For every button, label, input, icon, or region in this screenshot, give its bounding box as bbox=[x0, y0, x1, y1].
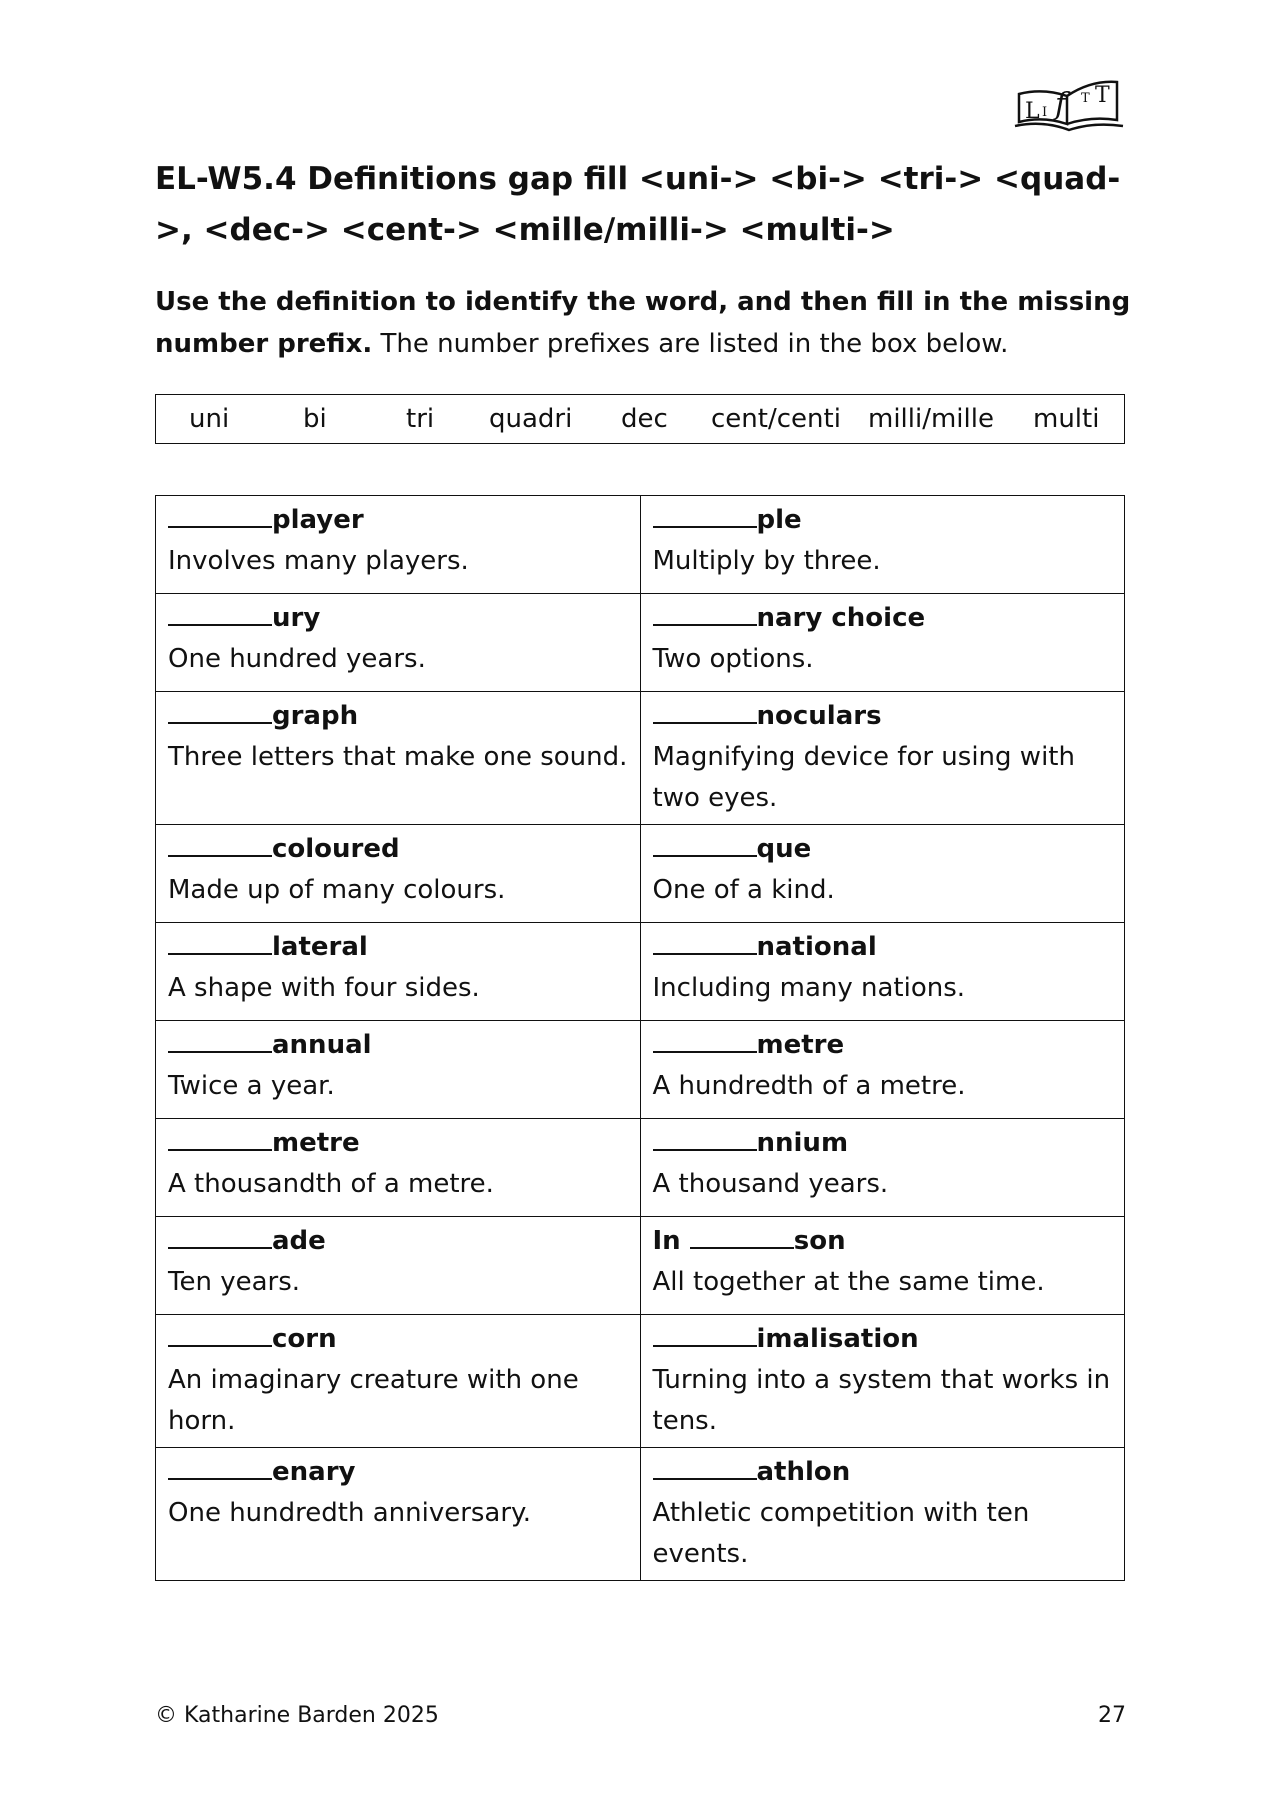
answer-blank[interactable] bbox=[653, 1123, 757, 1151]
gap-word bbox=[168, 1030, 372, 1060]
instructions-bold: Use the definition to identify the word, and then fill in the missing number prefix. bbox=[155, 287, 1131, 359]
word-stem: nary choice bbox=[756, 603, 926, 633]
definition: Including many nations. bbox=[652, 973, 966, 1003]
table-row bbox=[156, 825, 1125, 923]
answer-blank[interactable] bbox=[168, 598, 272, 626]
word-cell bbox=[640, 692, 1125, 825]
definition: A shape with four sides. bbox=[168, 973, 480, 1003]
table-row bbox=[156, 923, 1125, 1021]
prefix-item: quadri bbox=[489, 404, 573, 434]
definition: An imaginary creature with one horn. bbox=[168, 1365, 579, 1436]
answer-blank[interactable] bbox=[690, 1221, 794, 1249]
definition: A hundredth of a metre. bbox=[652, 1071, 966, 1101]
word-stem: que bbox=[756, 834, 812, 864]
word-cell bbox=[156, 923, 641, 1021]
gap-word bbox=[168, 603, 320, 633]
table-row bbox=[156, 1315, 1125, 1448]
word-stem: enary bbox=[272, 1457, 356, 1487]
word-cell bbox=[156, 1315, 641, 1448]
gap-fill-table bbox=[155, 495, 1125, 1581]
word-stem: imalisation bbox=[756, 1324, 919, 1354]
word-stem: athlon bbox=[756, 1457, 851, 1487]
word-stem: metre bbox=[272, 1128, 360, 1158]
word-stem: player bbox=[272, 505, 364, 535]
word-cell bbox=[640, 825, 1125, 923]
instructions bbox=[155, 281, 1145, 365]
word-cell bbox=[640, 496, 1125, 594]
word-cell bbox=[156, 1217, 641, 1315]
table-row bbox=[156, 1021, 1125, 1119]
word-stem: metre bbox=[756, 1030, 845, 1060]
gap-word bbox=[168, 1226, 326, 1256]
answer-blank[interactable] bbox=[653, 598, 757, 626]
answer-blank[interactable] bbox=[168, 500, 272, 528]
word-cell bbox=[156, 1448, 641, 1581]
gap-word bbox=[653, 1324, 919, 1354]
answer-blank[interactable] bbox=[653, 927, 757, 955]
gap-word bbox=[168, 505, 364, 535]
gap-word bbox=[168, 932, 368, 962]
table-row bbox=[156, 692, 1125, 825]
word-cell bbox=[156, 496, 641, 594]
answer-blank[interactable] bbox=[168, 829, 272, 857]
prefix-item: milli/mille bbox=[868, 404, 994, 434]
word-stem: ade bbox=[272, 1226, 326, 1256]
gap-word bbox=[653, 1457, 851, 1487]
svg-text:I: I bbox=[1042, 105, 1048, 120]
gap-word bbox=[653, 834, 812, 864]
word-cell bbox=[156, 594, 641, 692]
gap-word bbox=[653, 1030, 845, 1060]
word-cell bbox=[156, 1021, 641, 1119]
word-cell bbox=[156, 825, 641, 923]
gap-word bbox=[168, 701, 358, 731]
table-row bbox=[156, 1448, 1125, 1581]
prefix-item: dec bbox=[621, 404, 668, 434]
gap-word bbox=[653, 932, 877, 962]
word-prefix-text: In bbox=[652, 1226, 690, 1256]
word-cell bbox=[640, 594, 1125, 692]
definition: Three letters that make one sound. bbox=[168, 742, 628, 772]
definition: Ten years. bbox=[168, 1267, 301, 1297]
word-stem: ple bbox=[756, 505, 802, 535]
definition: Twice a year. bbox=[168, 1071, 335, 1101]
answer-blank[interactable] bbox=[168, 1025, 272, 1053]
prefix-item: tri bbox=[406, 404, 435, 434]
gap-word bbox=[653, 1226, 846, 1256]
answer-blank[interactable] bbox=[168, 696, 272, 724]
prefix-box bbox=[155, 394, 1125, 444]
table-row bbox=[156, 496, 1125, 594]
answer-blank[interactable] bbox=[653, 829, 757, 857]
word-stem: nnium bbox=[756, 1128, 849, 1158]
definition: Involves many players. bbox=[168, 546, 469, 576]
definition: Turning into a system that works in tens. bbox=[652, 1365, 1111, 1436]
definition: A thousand years. bbox=[652, 1169, 889, 1199]
svg-text:T: T bbox=[1095, 83, 1110, 108]
prefix-item: cent/centi bbox=[711, 404, 841, 434]
word-stem: annual bbox=[272, 1030, 372, 1060]
answer-blank[interactable] bbox=[653, 500, 757, 528]
liftt-logo bbox=[1013, 76, 1125, 138]
definition: Multiply by three. bbox=[652, 546, 881, 576]
word-cell bbox=[640, 923, 1125, 1021]
answer-blank[interactable] bbox=[168, 1221, 272, 1249]
word-stem: graph bbox=[272, 701, 359, 731]
svg-text:f: f bbox=[1055, 87, 1067, 122]
gap-word bbox=[653, 505, 802, 535]
answer-blank[interactable] bbox=[168, 1319, 272, 1347]
word-cell bbox=[640, 1315, 1125, 1448]
answer-blank[interactable] bbox=[653, 1319, 757, 1347]
definition: Two options. bbox=[652, 644, 814, 674]
word-stem: son bbox=[793, 1226, 846, 1256]
definition: Magnifying device for using with two eyes. bbox=[652, 742, 1075, 813]
gap-word bbox=[653, 1128, 849, 1158]
gap-word bbox=[168, 1128, 360, 1158]
word-stem: national bbox=[756, 932, 877, 962]
definition: Athletic competition with ten events. bbox=[652, 1498, 1030, 1569]
table-row bbox=[156, 594, 1125, 692]
prefix-item: bi bbox=[303, 404, 327, 434]
gap-word bbox=[168, 1324, 337, 1354]
definition: One hundredth anniversary. bbox=[168, 1498, 531, 1528]
word-cell bbox=[156, 1119, 641, 1217]
definition: Made up of many colours. bbox=[168, 875, 506, 905]
definition: A thousandth of a metre. bbox=[168, 1169, 494, 1199]
word-stem: corn bbox=[272, 1324, 337, 1354]
word-cell bbox=[640, 1217, 1125, 1315]
page-number: 27 bbox=[1098, 1703, 1126, 1728]
word-stem: lateral bbox=[272, 932, 368, 962]
word-stem: noculars bbox=[756, 701, 882, 731]
definition: One of a kind. bbox=[652, 875, 835, 905]
gap-word bbox=[168, 834, 400, 864]
gap-word bbox=[653, 701, 882, 731]
gap-word bbox=[653, 603, 926, 633]
word-cell bbox=[640, 1119, 1125, 1217]
word-cell bbox=[640, 1021, 1125, 1119]
page-title: EL-W5.4 Definitions gap fill <uni-> <bi-> <tri-> <quad->, <dec-> <cent-> <mille/milli-> <multi-> bbox=[155, 161, 1121, 248]
definition: One hundred years. bbox=[168, 644, 426, 674]
table-row bbox=[156, 1217, 1125, 1315]
gap-word bbox=[168, 1457, 355, 1487]
answer-blank[interactable] bbox=[168, 927, 272, 955]
definition: All together at the same time. bbox=[652, 1267, 1045, 1297]
answer-blank[interactable] bbox=[653, 1025, 757, 1053]
answer-blank[interactable] bbox=[653, 696, 757, 724]
prefix-item: uni bbox=[189, 404, 230, 434]
word-stem: ury bbox=[272, 603, 321, 633]
word-cell bbox=[156, 692, 641, 825]
instructions-normal: The number prefixes are listed in the box below. bbox=[372, 329, 1009, 359]
table-row bbox=[156, 1119, 1125, 1217]
svg-text:L: L bbox=[1025, 99, 1040, 124]
answer-blank[interactable] bbox=[168, 1452, 272, 1480]
answer-blank[interactable] bbox=[168, 1123, 272, 1151]
answer-blank[interactable] bbox=[653, 1452, 757, 1480]
word-cell bbox=[640, 1448, 1125, 1581]
svg-text:T: T bbox=[1081, 91, 1090, 106]
copyright: © Katharine Barden 2025 bbox=[155, 1703, 439, 1728]
prefix-item: multi bbox=[1033, 404, 1100, 434]
word-stem: coloured bbox=[272, 834, 400, 864]
